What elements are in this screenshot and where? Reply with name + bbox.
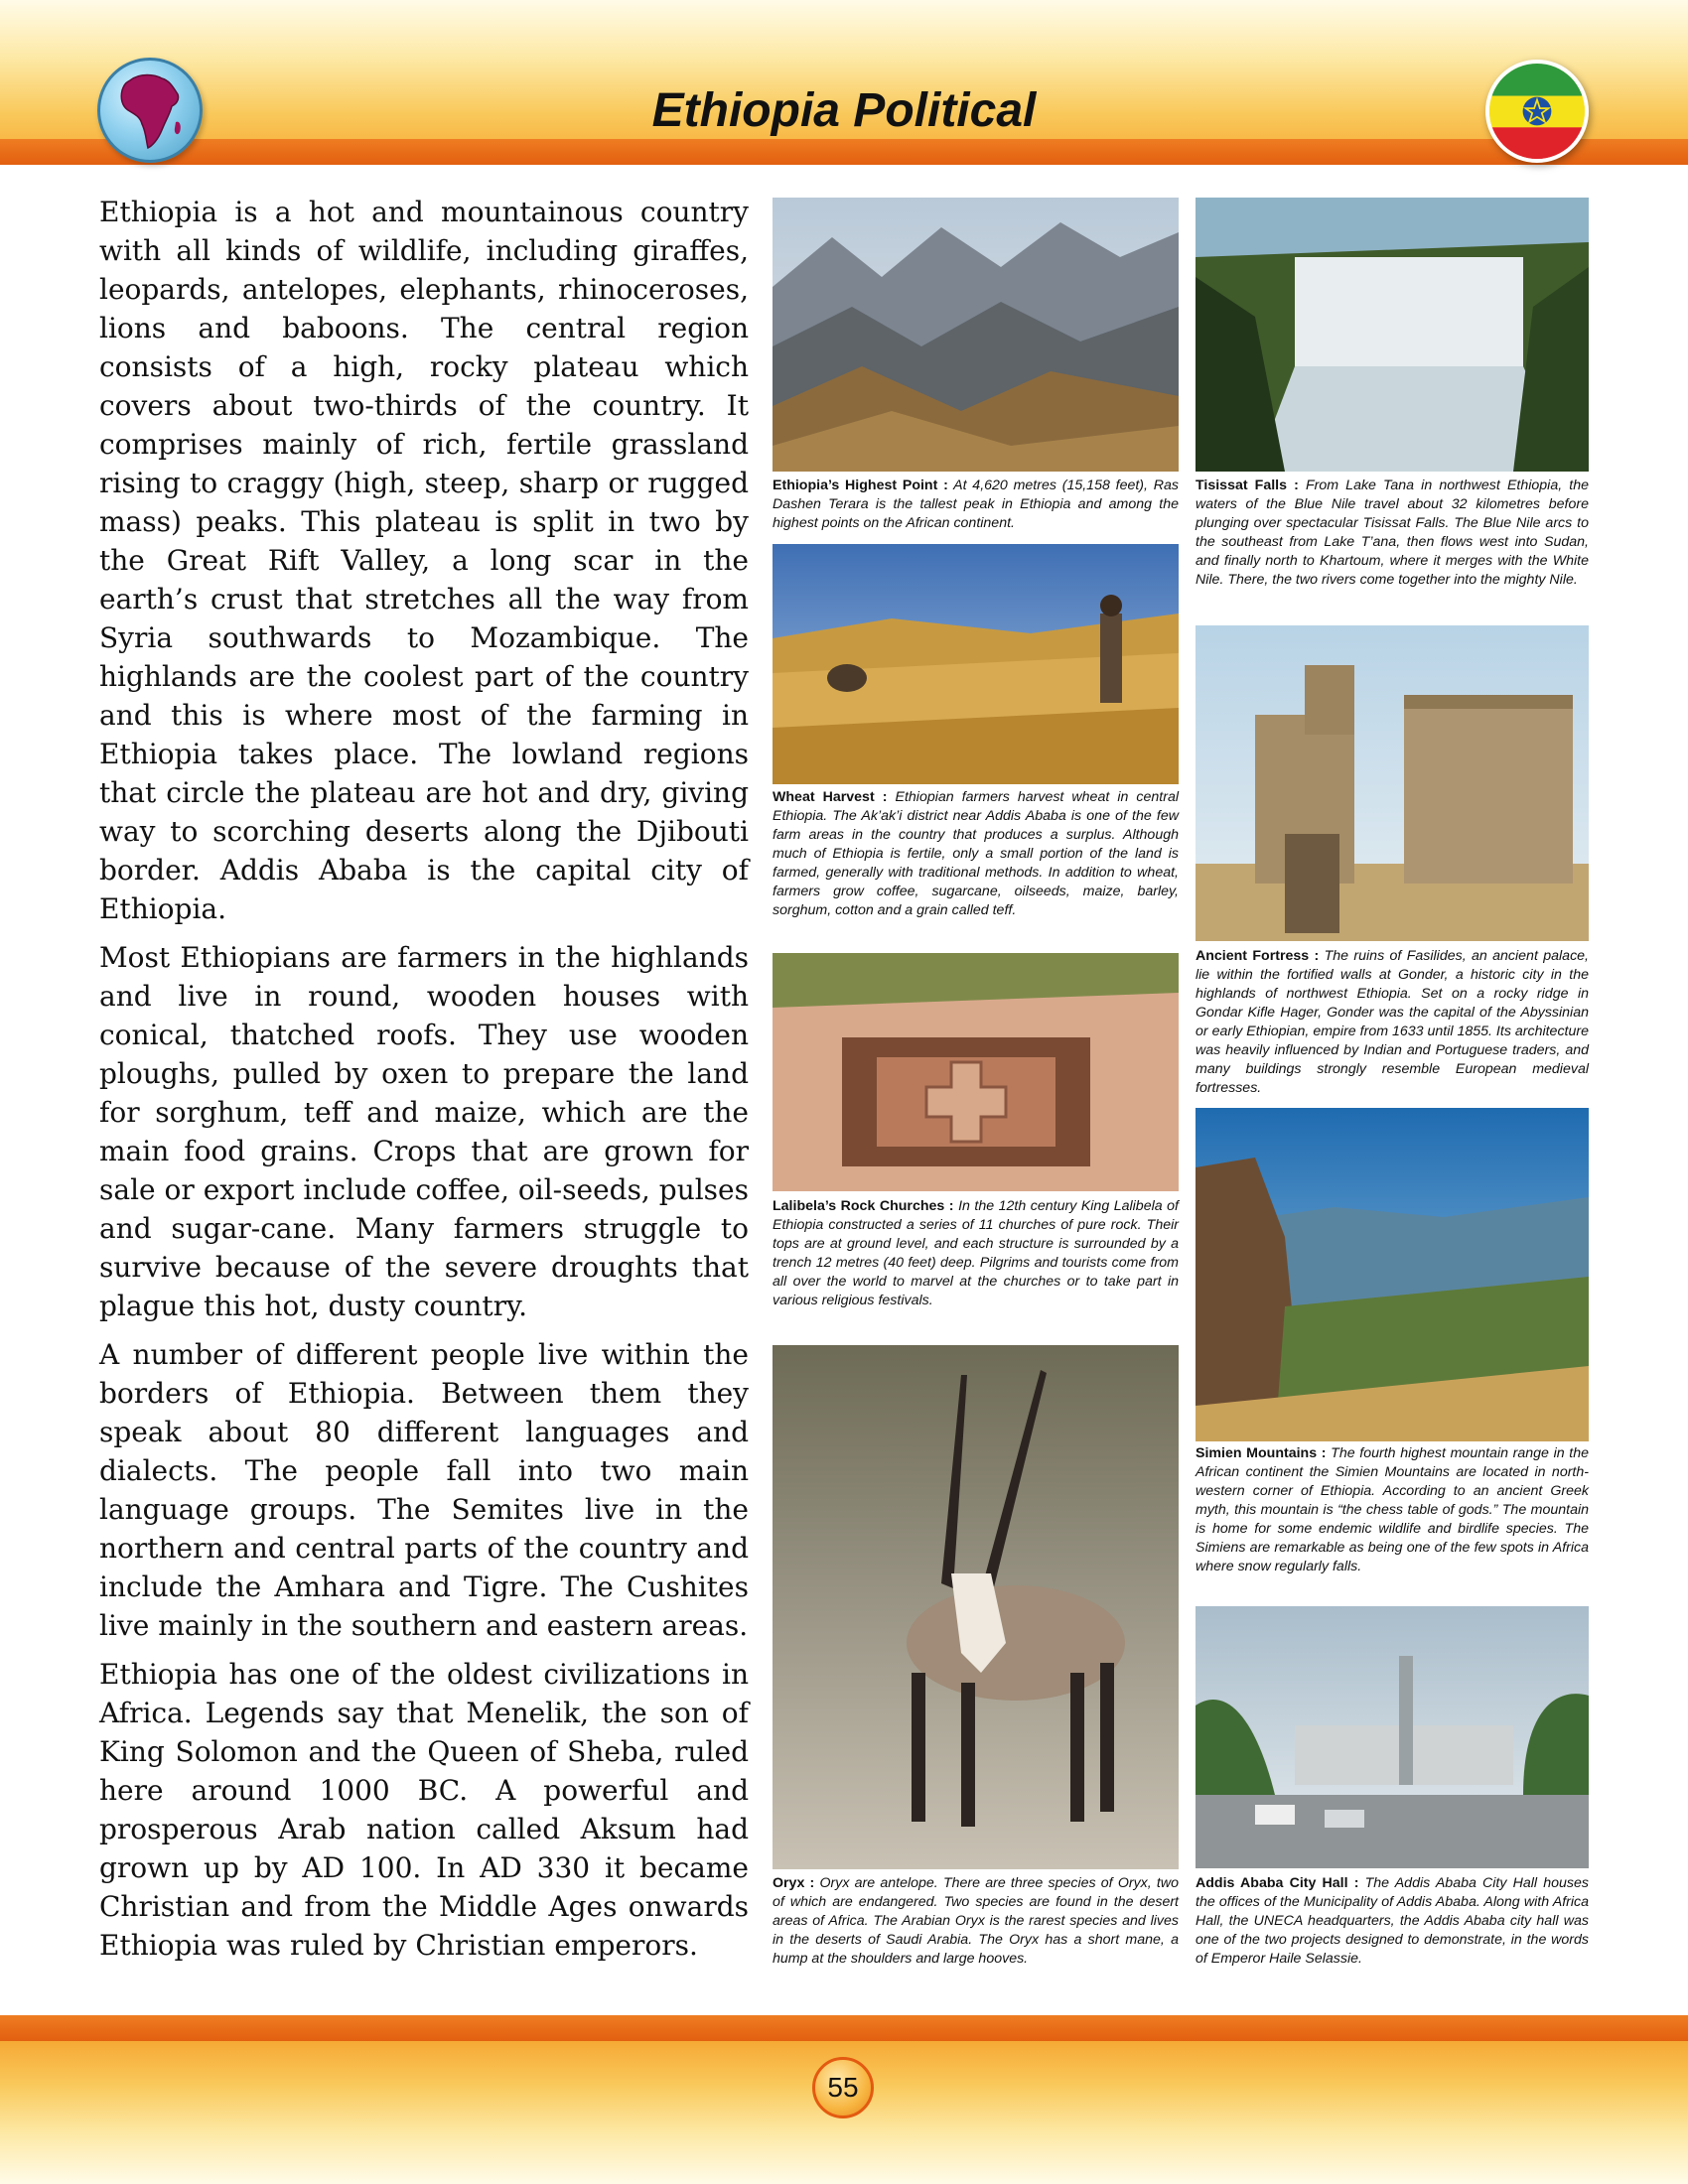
photo-wheat-harvest <box>773 544 1179 784</box>
caption-tisissat-falls <box>1196 477 1589 590</box>
header-band <box>0 139 1688 165</box>
page-title: Ethiopia Political <box>651 84 1037 137</box>
photo-highest-point <box>773 198 1179 472</box>
caption-title: Lalibela’s Rock Churches : <box>773 1198 954 1214</box>
caption-title: Ethiopia’s Highest Point : <box>773 478 948 493</box>
caption-highest-point <box>773 477 1179 533</box>
paragraph: Ethiopia has one of the oldest civilizations in Africa. Legends say that Menelik, the son of King Solomon and the Queen of Sheba, ruled here around 1000 BC. A powerful and prosperous Arab nation called Aksum had grown up by AD 100. In AD 330 it became Christian and from the Middle Ages onwards Ethiopia was ruled by Christian emperors. <box>99 1658 749 1962</box>
photo-tisissat-falls <box>1196 198 1589 472</box>
caption-text: In the 12th century King Lalibela of Ethiopia constructed a series of 11 churches of pure rock. Their tops are at ground level, and each structure is surrounded by a trench 12 metres (40 feet) deep. Pilgrims and tourists come from all over the world to marvel at the churches or to take part in various religious festivals. <box>773 1198 1179 1308</box>
caption-text: The Addis Ababa City Hall houses the offices of the Municipality of Addis Ababa. Along with Africa Hall, the UNECA headquarters, the Addis Ababa city hall was one of the two projects designed to demonstrate, in the words of Emperor Haile Selassie. <box>1196 1875 1589 1967</box>
caption-ancient-fortress <box>1196 947 1589 1098</box>
caption-text: The fourth highest mountain range in the African continent the Simien Mountains are located in north-western corner of Ethiopia. According to an ancient Greek myth, this mountain is “the chess table of gods.” The mountain is home for some endemic wildlife and birdlife species. The Simiens are remarkable as being one of the few spots in Africa where snow regularly falls. <box>1196 1445 1590 1574</box>
photo-city-hall <box>1196 1606 1589 1868</box>
caption-title: Simien Mountains : <box>1196 1445 1327 1461</box>
caption-rock-churches <box>773 1197 1179 1310</box>
caption-title: Wheat Harvest : <box>773 789 888 805</box>
article-body <box>99 193 749 1975</box>
photo-rock-churches <box>773 953 1179 1191</box>
caption-text: Ethiopian farmers harvest wheat in central Ethiopia. The Ak’ak’i district near Addis Ababa is one of the few farm areas in the country that produces a surplus. Although much of Ethiopia is fertile, only a small portion of the land is farmed, generally with traditional methods. In addition to wheat, farmers grow coffee, sugarcane, oilseeds, maize, barley, sorghum, cotton and a grain called teff. <box>773 789 1179 918</box>
photo-ancient-fortress <box>1196 625 1589 941</box>
caption-simien-mountains <box>1196 1444 1589 1576</box>
page-number: 55 <box>812 2057 874 2118</box>
caption-city-hall <box>1196 1874 1589 1969</box>
caption-text: At 4,620 metres (15,158 feet), Ras Dashen Terara is the tallest peak in Ethiopia and among the highest points on the African continent. <box>773 478 1179 531</box>
photo-oryx <box>773 1345 1179 1869</box>
caption-title: Oryx : <box>773 1875 815 1891</box>
caption-wheat-harvest <box>773 788 1179 920</box>
paragraph: Most Ethiopians are farmers in the highlands and live in round, wooden houses with conical, thatched roofs. They use wooden ploughs, pulled by oxen to prepare the land for sorghum, teff and maize, which are the main food grains. Crops that are grown for sale or export include coffee, oil-seeds, pulses and sugar-cane. Many farmers struggle to survive because of the severe droughts that plague this hot, dusty country. <box>99 941 749 1322</box>
caption-oryx <box>773 1874 1179 1969</box>
caption-text: Oryx are antelope. There are three species of Oryx, two of which are endangered. Two species are found in the desert areas of Africa. The Arabian Oryx is the rarest species and lives in the deserts of Saudi Arabia. The Oryx has a short mane, a hump at the shoulders and large hooves. <box>773 1875 1179 1967</box>
caption-title: Addis Ababa City Hall : <box>1196 1875 1359 1891</box>
caption-text: The ruins of Fasilides, an ancient palace, lie within the fortified walls at Gonder, a historic city in the highlands of northwest Ethiopia. Set on a rocky ridge in Gondar Kifle Hager, Gonder was the capital of the Abyssinian or early Ethiopian, empire from 1633 until 1855. Its architecture was heavily influenced by Indian and Portuguese traders, and many buildings strongly resemble European medieval fortresses. <box>1196 948 1589 1096</box>
ethiopia-flag-icon <box>1485 60 1589 163</box>
footer-band <box>0 2015 1688 2041</box>
paragraph: Ethiopia is a hot and mountainous country with all kinds of wildlife, including giraffes, leopards, antelopes, elephants, rhinoceroses, lions and baboons. The central region consists of a high, rocky plateau which covers about two-thirds of the country. It comprises mainly of rich, fertile grassland rising to craggy (high, steep, sharp or rugged mass) peaks. This plateau is split in two by the Great Rift Valley, a long scar in the earth’s crust that stretches all the way from Syria southwards to Mozambique. The highlands are the coolest part of the country and this is where most of the farming in Ethiopia takes place. The lowland regions that circle the plateau are hot and dry, giving way to scorching deserts along the Djibouti border. Addis Ababa is the capital city of Ethiopia. <box>99 196 749 925</box>
caption-title: Ancient Fortress : <box>1196 948 1320 964</box>
caption-text: From Lake Tana in northwest Ethiopia, the waters of the Blue Nile travel about 32 kilometres before plunging over spectacular Tisissat Falls. The Blue Nile arcs to the southeast from Lake T’ana, then flows west into Sudan, and finally north to Khartoum, where it merges with the White Nile. There, the two rivers come together into the mighty Nile. <box>1196 478 1589 588</box>
photo-simien-mountains <box>1196 1108 1589 1441</box>
caption-title: Tisissat Falls : <box>1196 478 1299 493</box>
paragraph: A number of different people live within the borders of Ethiopia. Between them they speak about 80 different languages and dialects. The people fall into two main language groups. The Semites live in the northern and central parts of the country and include the Amhara and Tigre. The Cushites live mainly in the southern and eastern areas. <box>99 1338 749 1642</box>
